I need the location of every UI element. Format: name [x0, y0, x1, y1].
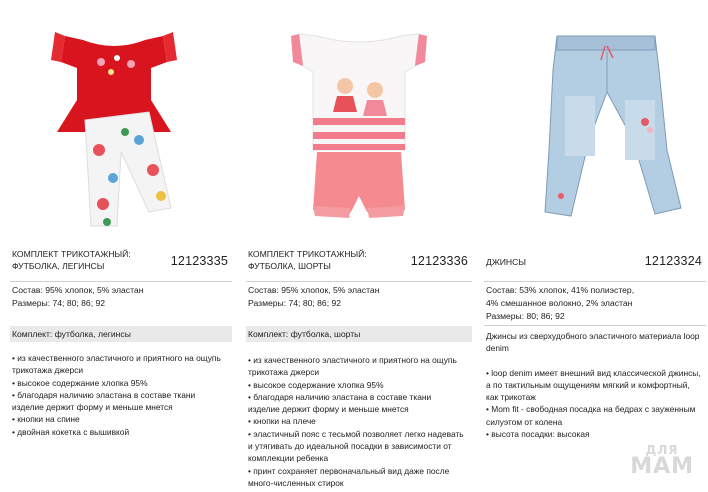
product-card-2	[246, 0, 472, 492]
set-band	[10, 326, 232, 342]
divider	[246, 281, 472, 282]
set-band-text: Комплект: футболка, легинсы	[12, 329, 131, 339]
list-item: • из качественного эластичного и приятного на ощупь трикотажа джерси	[12, 353, 221, 376]
product-description	[12, 352, 228, 438]
product-card-1	[10, 0, 232, 492]
watermark-logo: ДЛЯ МАМ	[630, 443, 694, 479]
feature-list	[486, 367, 702, 441]
product-title: ДЖИНСЫ	[486, 257, 526, 267]
feature-list	[248, 354, 464, 489]
set-band-text: Комплект: футболка, шорты	[248, 329, 361, 339]
product-specs	[12, 284, 143, 310]
sizes-text: Размеры: 80; 86; 92	[486, 311, 565, 321]
composition-text-cont: 4% смешанное волокно, 2% эластан	[486, 298, 633, 308]
list-item: • кнопки на плече	[248, 416, 316, 427]
sizes-text: Размеры: 74; 80; 86; 92	[248, 298, 342, 308]
divider	[484, 281, 706, 282]
list-item: • благодаря наличию эластана в составе ткани изделие держит форму и меньше мнется	[12, 389, 196, 413]
product-image-jeans	[484, 0, 706, 236]
product-title: КОМПЛЕКТ ТРИКОТАЖНЫЙ: ФУТБОЛКА, ШОРТЫ	[248, 249, 367, 271]
product-card-3	[484, 0, 706, 492]
product-title-row	[10, 246, 232, 280]
list-item: • двойная кокетка с вышивкой	[12, 426, 130, 437]
list-item: • высокое содержание хлопка 95%	[248, 379, 384, 390]
intro-text: Джинсы из сверхудобного эластичного материала loop denim	[486, 331, 700, 354]
divider	[10, 281, 232, 282]
list-item: • высота посадки: высокая	[486, 429, 590, 440]
list-item: • кнопки на спине	[12, 414, 80, 425]
product-title-row	[484, 246, 706, 280]
composition-text: Состав: 53% хлопок, 41% полиэстер,	[486, 285, 635, 295]
feature-list	[12, 352, 228, 438]
divider	[484, 325, 706, 326]
list-item: • принт сохраняет первоначальный вид даже после много-численных стирок	[248, 465, 450, 488]
product-image-fairy-set	[246, 0, 472, 236]
product-image-red-set	[10, 0, 232, 236]
product-sku: 12123336	[410, 254, 468, 268]
product-description	[486, 330, 702, 440]
product-sku: 12123335	[170, 254, 228, 268]
product-sku: 12123324	[644, 254, 702, 268]
product-title-row	[246, 246, 472, 280]
product-description	[248, 354, 464, 489]
list-item: • Mom fit - свободная посадка на бедрах с зауженным силуэтом от колена	[486, 404, 696, 427]
list-item: • loop denim имеет внешний вид классической джинсы, а по тактильным ощущениям мягкий и комфортный, как трикотаж	[486, 367, 701, 403]
set-band	[246, 326, 472, 342]
list-item: • высокое содержание хлопка 95%	[12, 377, 148, 388]
product-title: КОМПЛЕКТ ТРИКОТАЖНЫЙ: ФУТБОЛКА, ЛЕГИНСЫ	[12, 249, 131, 271]
composition-text: Состав: 95% хлопок, 5% эластан	[12, 285, 144, 295]
composition-text: Состав: 95% хлопок, 5% эластан	[248, 285, 380, 295]
sizes-text: Размеры: 74; 80; 86; 92	[12, 298, 106, 308]
list-item: • благодаря наличию эластана в составе ткани изделие держит форму и меньше мнется	[248, 391, 432, 415]
list-item: • эластичный пояс с тесьмой позволяет легко надевать и утягивать до идеальной посадки в зависимости от комплекции ребенка	[248, 428, 464, 464]
product-specs	[248, 284, 379, 310]
product-specs	[486, 284, 634, 323]
list-item: • из качественного эластичного и приятного на ощупь трикотажа джерси	[248, 355, 457, 378]
